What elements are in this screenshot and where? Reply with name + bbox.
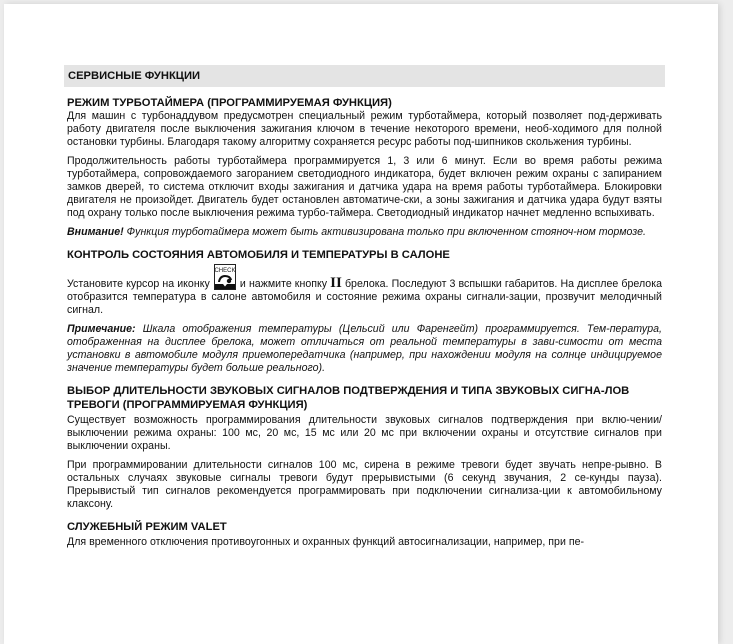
note-text: Функция турботаймера может быть активизирована только при включенном стояноч-ном тормозе.: [123, 226, 646, 238]
heading-turbotimer: РЕЖИМ ТУРБОТАЙМЕРА (ПРОГРАММИРУЕМАЯ ФУНКЦИЯ): [67, 97, 392, 109]
check-car-icon: [214, 264, 236, 290]
heading-status-control: КОНТРОЛЬ СОСТОЯНИЯ АВТОМОБИЛЯ И ТЕМПЕРАТУРЫ В САЛОНЕ: [67, 249, 450, 261]
note-label: Примечание:: [67, 323, 136, 335]
text-part: и нажмите кнопку: [236, 278, 331, 290]
paragraph-sound-alarm: При программировании длительности сигналов 100 мс, сирена в режиме тревоги будет звучать непре-рывно. В остальных случаях звуковые сигналы тревоги будут прерывистыми (6 секунд звучания, 2 се-кунды пауза). Прерывистый тип сигналов рекомендуется программировать при подключении сигнализа-ции к автомобильному клаксону.: [67, 459, 662, 510]
document-page: [4, 4, 718, 644]
note-temperature: [64, 323, 665, 375]
note-turbotimer: [64, 226, 665, 239]
page-content: [64, 64, 665, 549]
note-label: Внимание!: [67, 226, 124, 238]
check-icon-label: CHECK: [214, 268, 236, 274]
paragraph-turbotimer-duration: Продолжительность работы турботаймера программируется 1, 3 или 6 минут. Если во время работы режима турботаймера, сопровождаемого загоранием светодиодного индикатора, будет включен режим охраны с запиранием замков дверей, то система отключит входы зажигания и датчика удара на время работы турботаймера. Блокировки двигателя не произойдет. Двигатель будет остановлен автоматиче-ски, а зоны зажигания и датчика удара будут взяты под охрану только после выключения режима турбо-таймера. Светодиодный индикатор начнет медленно вспыхивать.: [67, 155, 662, 219]
paragraph-sound-confirm: Существует возможность программирования длительности звуковых сигналов подтверждения при вклю-чении/выключении режима охраны: 100 мс, 20 мс, 15 мс или 20 мс при включении охраны и отсутствие сигналов при выключении охраны.: [67, 414, 662, 452]
section-band-title: СЕРВИСНЫЕ ФУНКЦИИ: [64, 65, 665, 87]
paragraph-status-control: [64, 264, 665, 317]
note-text: Шкала отображения температуры (Цельсий или Фаренгейт) программируется. Тем-пература, отображенная на дисплее брелока, может отличаться от реальной температуры в зави-симости от места установки в автомобиле модуля приемопередатчика (например, при нахождении модуля на солнце индицируемое значение температуры будет больше реального).: [67, 323, 662, 374]
heading-valet: СЛУЖЕБНЫЙ РЕЖИМ VALET: [67, 521, 227, 533]
paragraph-turbotimer-intro: Для машин с турбонаддувом предусмотрен специальный режим турботаймера, который позволяет под-держивать работу двигателя после выключения зажигания ключом в течение некоторого времени, необ-ходимого для полной остановки турбины. Благодаря такому алгоритму сохраняется ресурс работы под-шипников скольжения турбины.: [67, 110, 662, 148]
button-ii-glyph: II: [330, 275, 342, 291]
text-part: Установите курсор на иконку: [67, 278, 213, 290]
text-part: брелока. Последуют 3 вспышки габаритов. На дисплее брелока отобразится температура в салоне автомобиля и состояние режима охраны сигнали-зации, прозвучит мелодичный сигнал.: [67, 278, 662, 316]
paragraph-valet: Для временного отключения противоугонных и охранных функций автосигнализации, например, при пе-: [67, 536, 585, 548]
heading-sound-signals: ВЫБОР ДЛИТЕЛЬНОСТИ ЗВУКОВЫХ СИГНАЛОВ ПОДТВЕРЖДЕНИЯ И ТИПА ЗВУКОВЫХ СИГНА-ЛОВ ТРЕВОГИ (ПРОГРАММИРУЕМАЯ ФУНКЦИЯ): [67, 385, 630, 411]
